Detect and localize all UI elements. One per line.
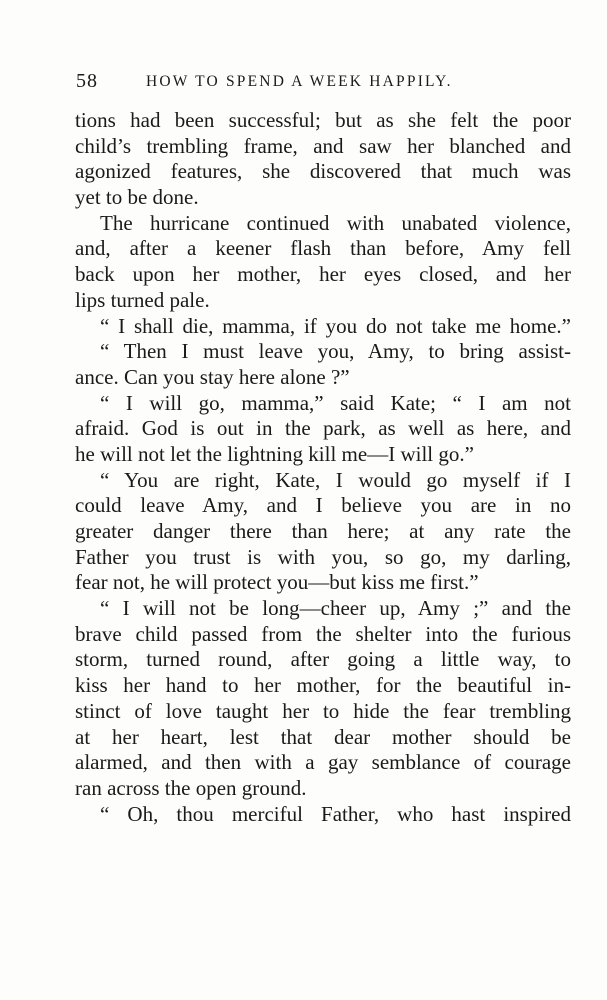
- text-line: greater danger there than here; at any rate the: [75, 519, 571, 543]
- text-line: ance. Can you stay here alone ?”: [75, 364, 350, 389]
- text-line: “ I will not be long—cheer up, Amy ;” and the: [100, 596, 571, 621]
- text-line: and, after a keener flash than before, Amy fell: [75, 236, 571, 261]
- text-line: afraid. God is out in the park, as well as here, and: [75, 416, 571, 441]
- text-line: tions had been successful; but as she felt the poor: [75, 108, 571, 132]
- text-line: agonized features, she discovered that much was: [75, 159, 571, 184]
- text-line: lips turned pale.: [75, 287, 210, 312]
- page-header: [76, 64, 536, 98]
- text-line: alarmed, and then with a gay semblance of courage: [75, 750, 571, 775]
- text-line: at her heart, lest that dear mother should be: [75, 724, 571, 749]
- body-text: [75, 108, 571, 827]
- text-line: child’s trembling frame, and saw her blanched and: [75, 133, 571, 158]
- running-head: HOW TO SPEND A WEEK HAPPILY.: [146, 73, 453, 90]
- text-line: yet to be done.: [75, 185, 199, 210]
- text-line: “ I shall die, mamma, if you do not take me home.”: [100, 313, 571, 338]
- page-number: 58: [76, 70, 98, 92]
- text-line: “ Oh, thou merciful Father, who hast inspired: [100, 801, 571, 826]
- text-line: fear not, he will protect you—but kiss me first.”: [75, 570, 479, 595]
- text-line: “ You are right, Kate, I would go myself if I: [100, 467, 571, 492]
- text-line: Father you trust is with you, so go, my darling,: [75, 544, 571, 569]
- text-line: he will not let the lightning kill me—I will go.”: [75, 441, 474, 466]
- text-line: could leave Amy, and I believe you are in no: [75, 493, 571, 518]
- text-line: “ Then I must leave you, Amy, to bring assist-: [100, 339, 571, 364]
- text-line: back upon her mother, her eyes closed, and her: [75, 262, 571, 287]
- text-line: storm, turned round, after going a little way, to: [75, 647, 571, 672]
- text-line: The hurricane continued with unabated violence,: [100, 210, 571, 235]
- text-line: “ I will go, mamma,” said Kate; “ I am not: [100, 390, 571, 415]
- text-line: kiss her hand to her mother, for the beautiful in-: [75, 673, 571, 698]
- text-line: brave child passed from the shelter into the furious: [75, 621, 571, 646]
- text-line: ran across the open ground.: [75, 775, 307, 800]
- text-line: stinct of love taught her to hide the fear trembling: [75, 698, 571, 723]
